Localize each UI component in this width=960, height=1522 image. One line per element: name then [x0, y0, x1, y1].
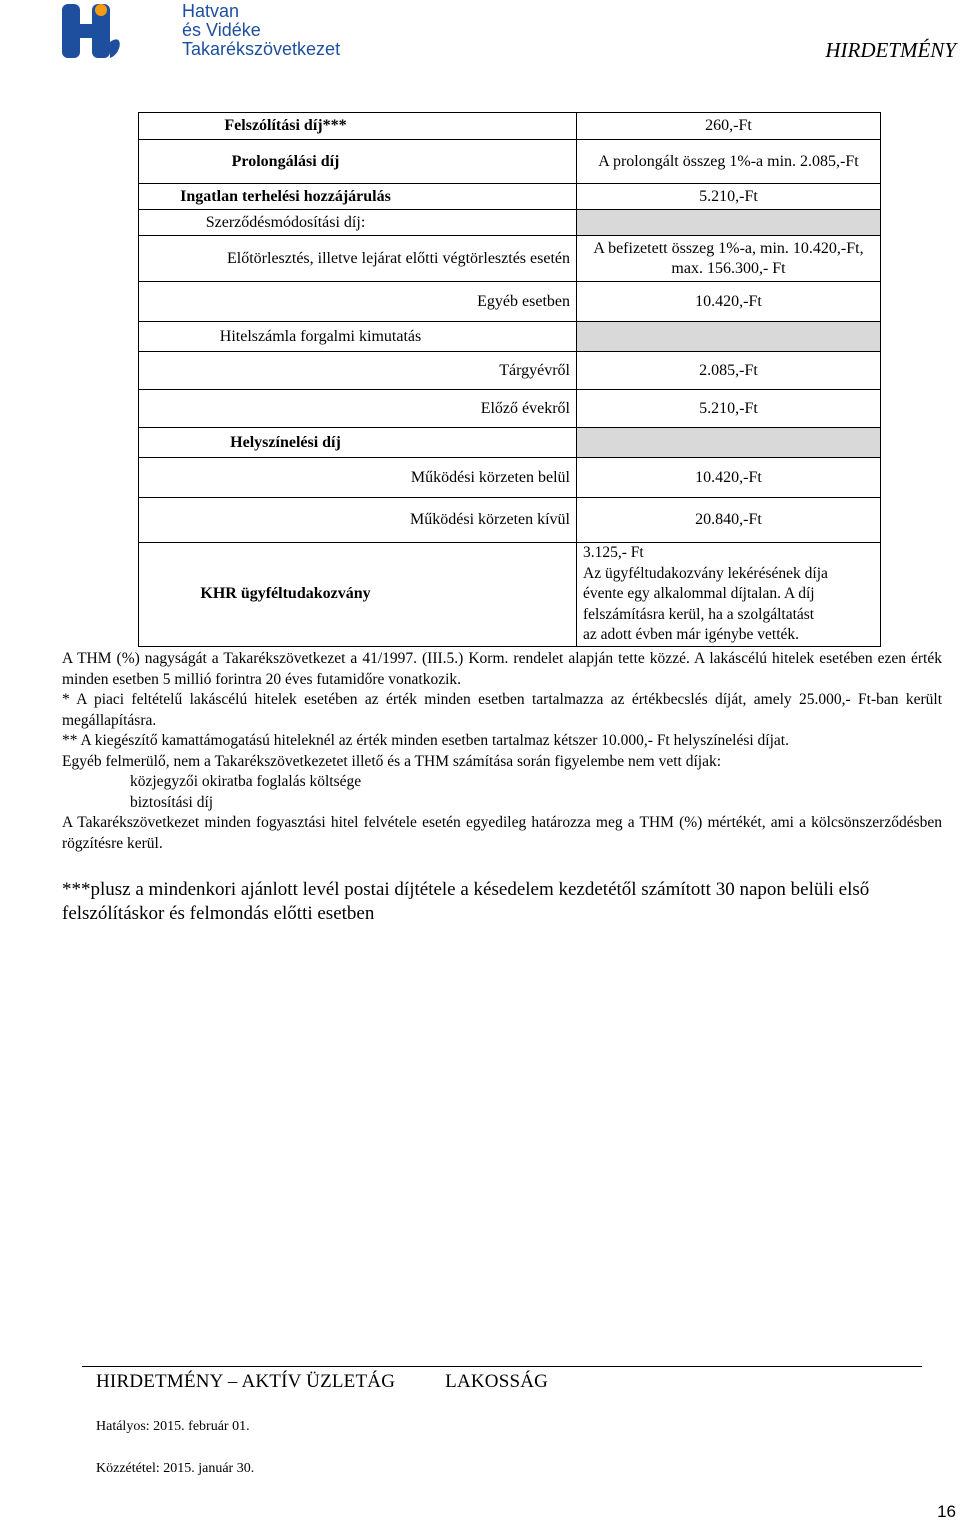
fee-label: Tárgyévről [139, 352, 577, 390]
fee-value: 5.210,-Ft [577, 184, 881, 210]
fee-value: A prolongált összeg 1%-a min. 2.085,-Ft [577, 140, 881, 184]
fee-value-khr [577, 543, 881, 647]
table-row [139, 428, 881, 458]
note-thm-individual: A Takarékszövetkezet minden fogyasztási hitel felvétele esetén egyedileg határozza meg a THM (%) mértékét, ami a kölcsönszerződésben rögzítésre kerül. [62, 814, 942, 852]
notes-section [62, 649, 942, 854]
table-row [139, 458, 881, 498]
note-star3: ***plusz a mindenkori ajánlott levél postai díjtétele a késedelem kezdetétől számított 30 napon belüli első felszólításkor és felmondás előtti esetben [62, 879, 870, 924]
khr-note-line: évente egy alkalommal díjtalan. A díj [583, 585, 815, 602]
table-row [139, 140, 881, 184]
fee-label: Működési körzeten kívül [139, 498, 577, 543]
fee-value: A befizetett összeg 1%-a, min. 10.420,-Ft, max. 156.300,- Ft [577, 236, 881, 282]
fee-table [138, 112, 881, 647]
khr-note-line: Az ügyféltudakozvány lekérésének díja [583, 564, 828, 582]
fee-label: Prolongálási díj [139, 140, 577, 184]
fee-label: Egyéb esetben [139, 282, 577, 322]
table-row [139, 236, 881, 282]
footer-publication-date: Közzététel: 2015. január 30. [96, 1461, 255, 1476]
fee-label: Működési körzeten belül [139, 458, 577, 498]
note-star1: * A piaci feltételű lakáscélú hitelek esetében az érték minden esetben tartalmazza az értékbecslés díját, amely 25.000,- Ft-ban került megállapításra. [62, 691, 942, 729]
note-thm: A THM (%) nagyságát a Takarékszövetkezet a 41/1997. (III.5.) Korm. rendelet alapján tette közzé. A lakáscélú hitelek esetében ezen érték minden esetben 5 millió forintra 20 éves futamidőre vonatkozik. [62, 650, 942, 688]
fee-label: Felszólítási díj*** [139, 113, 577, 140]
footer-divider [82, 1366, 922, 1367]
footer-title-right: LAKOSSÁG [445, 1371, 549, 1392]
logo-wordmark [182, 2, 340, 59]
note-other-fees: Egyéb felmerülő, nem a Takarékszövetkezetet illető és a THM számítása során figyelembe nem vett díjak: [62, 752, 722, 770]
fee-label: Helyszínelési díj [139, 428, 577, 458]
footer-title [96, 1371, 598, 1393]
fee-label: Hitelszámla forgalmi kimutatás [139, 322, 577, 352]
fee-value: 10.420,-Ft [577, 282, 881, 322]
fee-value: 20.840,-Ft [577, 498, 881, 543]
table-row [139, 543, 881, 647]
table-row [139, 322, 881, 352]
fee-value: 10.420,-Ft [577, 458, 881, 498]
table-row [139, 352, 881, 390]
logo-line-1: Hatvan [182, 1, 240, 21]
fee-label: Ingatlan terhelési hozzájárulás [139, 184, 577, 210]
khr-price: 3.125,- Ft [583, 544, 644, 561]
fee-value: 260,-Ft [577, 113, 881, 140]
logo-mark-icon [62, 2, 182, 62]
table-row [139, 498, 881, 543]
table-row [139, 113, 881, 140]
khr-note-line: az adott évben már igénybe vették. [583, 626, 800, 643]
fee-label: Előtörlesztés, illetve lejárat előtti végtörlesztés esetén [139, 236, 577, 282]
fee-value: 2.085,-Ft [577, 352, 881, 390]
company-logo [62, 1, 341, 60]
document-header-title: HIRDETMÉNY [825, 38, 956, 62]
shaded-cell [577, 322, 881, 352]
note-notary: közjegyzői okiratba foglalás költsége [130, 773, 362, 790]
note-star2: ** A kiegészítő kamattámogatású hiteleknél az érték minden esetben tartalmaz kétszer 10.000,- Ft helyszínelési díjat. [62, 732, 789, 749]
fee-label: Előző évekről [139, 390, 577, 428]
logo-line-2: és Vidéke [182, 20, 261, 40]
footer-title-left: HIRDETMÉNY – AKTÍV ÜZLETÁG [96, 1371, 396, 1392]
shaded-cell [577, 210, 881, 236]
table-row [139, 282, 881, 322]
table-row [139, 184, 881, 210]
fee-label: Szerződésmódosítási díj: [139, 210, 577, 236]
footer-effective-date: Hatályos: 2015. február 01. [96, 1419, 250, 1434]
logo-line-3: Takarékszövetkezet [182, 39, 341, 59]
fee-value: 5.210,-Ft [577, 390, 881, 428]
table-row [139, 210, 881, 236]
khr-note-line: felszámításra kerül, ha a szolgáltatást [583, 605, 815, 623]
table-row [139, 390, 881, 428]
shaded-cell [577, 428, 881, 458]
note-insurance: biztosítási díj [130, 793, 214, 811]
fee-label: KHR ügyféltudakozvány [139, 543, 577, 647]
page-number: 16 [937, 1502, 956, 1521]
